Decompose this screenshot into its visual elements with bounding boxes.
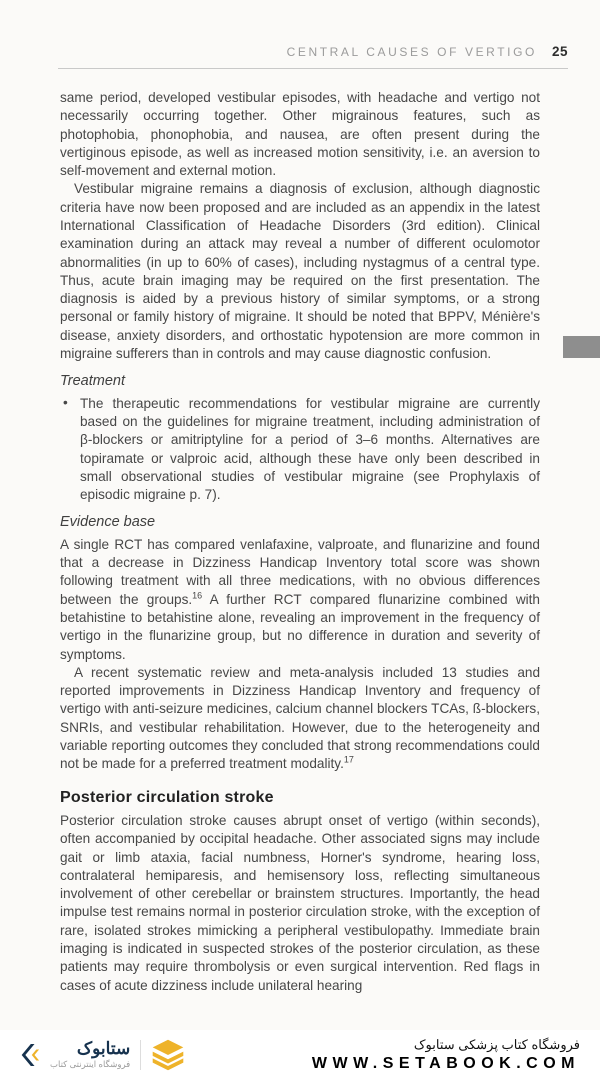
bookstore-footer — [0, 1030, 600, 1080]
evidence-1-text: A single RCT has compared venlafaxine, valproate, and flunarizine and found that a decrease in Dizziness Handicap Inventory total score was shown following treatment with all three medications, with no obvious differences between the groups. — [60, 536, 540, 607]
page-number: 25 — [551, 44, 568, 59]
paragraph-evidence-1 — [60, 536, 540, 664]
paragraph-evidence-2 — [60, 664, 540, 774]
page-body — [0, 69, 600, 995]
brand-text-block — [50, 1040, 130, 1069]
bullet-icon: • — [63, 394, 68, 410]
reference-16: 16 — [192, 590, 203, 601]
paragraph-intro: same period, developed vestibular episodes, with headache and vertigo not necessarily occurring together. Other migrainous features, such as photophobia, phonophobia, and nausea, are often present during the vertiginous episode, as well as increased motion sensitivity, i.e. an aversion to self-movement and external motion. — [60, 90, 540, 179]
footer-text-group — [312, 1037, 580, 1073]
treatment-heading: Treatment — [60, 373, 126, 390]
treatment-bullet-text: The therapeutic recommendations for vestibular migraine are currently based on the guidelines for migraine treatment, including administration of β-blockers or amitriptyline for a period of 3–6 months. Alternatives are topiramate or valproic acid, although these have only been described in small observational studies of vestibular migraine (see Prophylaxis of episodic migraine p. 7). — [80, 395, 540, 503]
paragraph-vestibular-migraine: Vestibular migraine remains a diagnosis of exclusion, although diagnostic criteria have now been proposed and are included as an appendix in the latest International Classification of Headache Disorders (3rd edition). Clinical examination during an attack may reveal a number of different oculomotor abnormalities (in up to 60% of cases), including nystagmus of a central type. Thus, acute brain imaging may be required on the first presentation. The diagnosis is aided by a previous history of similar symptoms, or a strong personal or family history of migraine. It should be noted that BPPV, Ménière's disease, anxiety disorders, and orthostatic hypotension are more common in migraine sufferers than in controls and may cause diagnostic confusion. — [60, 181, 540, 361]
posterior-circulation-stroke-heading: Posterior circulation stroke — [60, 788, 274, 806]
reference-17: 17 — [343, 754, 354, 765]
setabook-stack-logo-icon — [151, 1039, 185, 1071]
setabook-brand-tagline: فروشگاه اینترنتی کتاب — [50, 1059, 131, 1070]
running-title: CENTRAL CAUSES OF VERTIGO — [286, 45, 537, 59]
setabook-chevron-logo-icon — [18, 1041, 40, 1069]
paragraph-posterior-stroke: Posterior circulation stroke causes abrupt onset of vertigo (within seconds), often accompanied by occipital headache. Other associated signs may include gait or limb ataxia, facial numbness, Horner's syndrome, hearing loss, contralateral hemiparesis, and hemisensory loss, reflecting simultaneous involvement of other cerebellar or brainstem structures. Importantly, the head impulse test remains normal in posterior circulation stroke, with the exception of rare, isolated strokes mimicking a peripheral vestibulopathy. Immediate brain imaging is indicated in suspected strokes of the posterior circulation, as these patients may require thrombolysis or even surgical intervention. Red flags in cases of acute dizziness include unilateral hearing — [60, 813, 540, 993]
evidence-base-heading: Evidence base — [60, 514, 156, 531]
setabook-brand-name: ستابوک — [76, 1039, 131, 1059]
treatment-bullet-item — [60, 395, 540, 505]
bookstore-title-fa: فروشگاه کتاب پزشکی ستابوک — [413, 1037, 580, 1052]
website-url: WWW.SETABOOK.COM — [311, 1055, 580, 1072]
page-edge-tab — [563, 336, 600, 358]
footer-divider — [140, 1040, 141, 1070]
footer-brand-group — [18, 1039, 185, 1071]
page-header — [0, 0, 600, 68]
evidence-2-text: A recent systematic review and meta-analysis included 13 studies and reported improvements in Dizziness Handicap Inventory and frequency of vertigo with anti-seizure medicines, calcium channel blockers TCAs, ß-blockers, SNRIs, and vestibular rehabilitation. However, due to the heterogeneity and variable reporting outcomes they concluded that strong recommendations could not be made for a preferred treatment modality. — [60, 664, 540, 772]
evidence-1-continued: A further RCT compared flunarizine combined with betahistine to betahistine alone, revealing an improvement in the frequency of vertigo in the flunarizine group, but no difference in duration and severity of symptoms. — [60, 591, 540, 662]
